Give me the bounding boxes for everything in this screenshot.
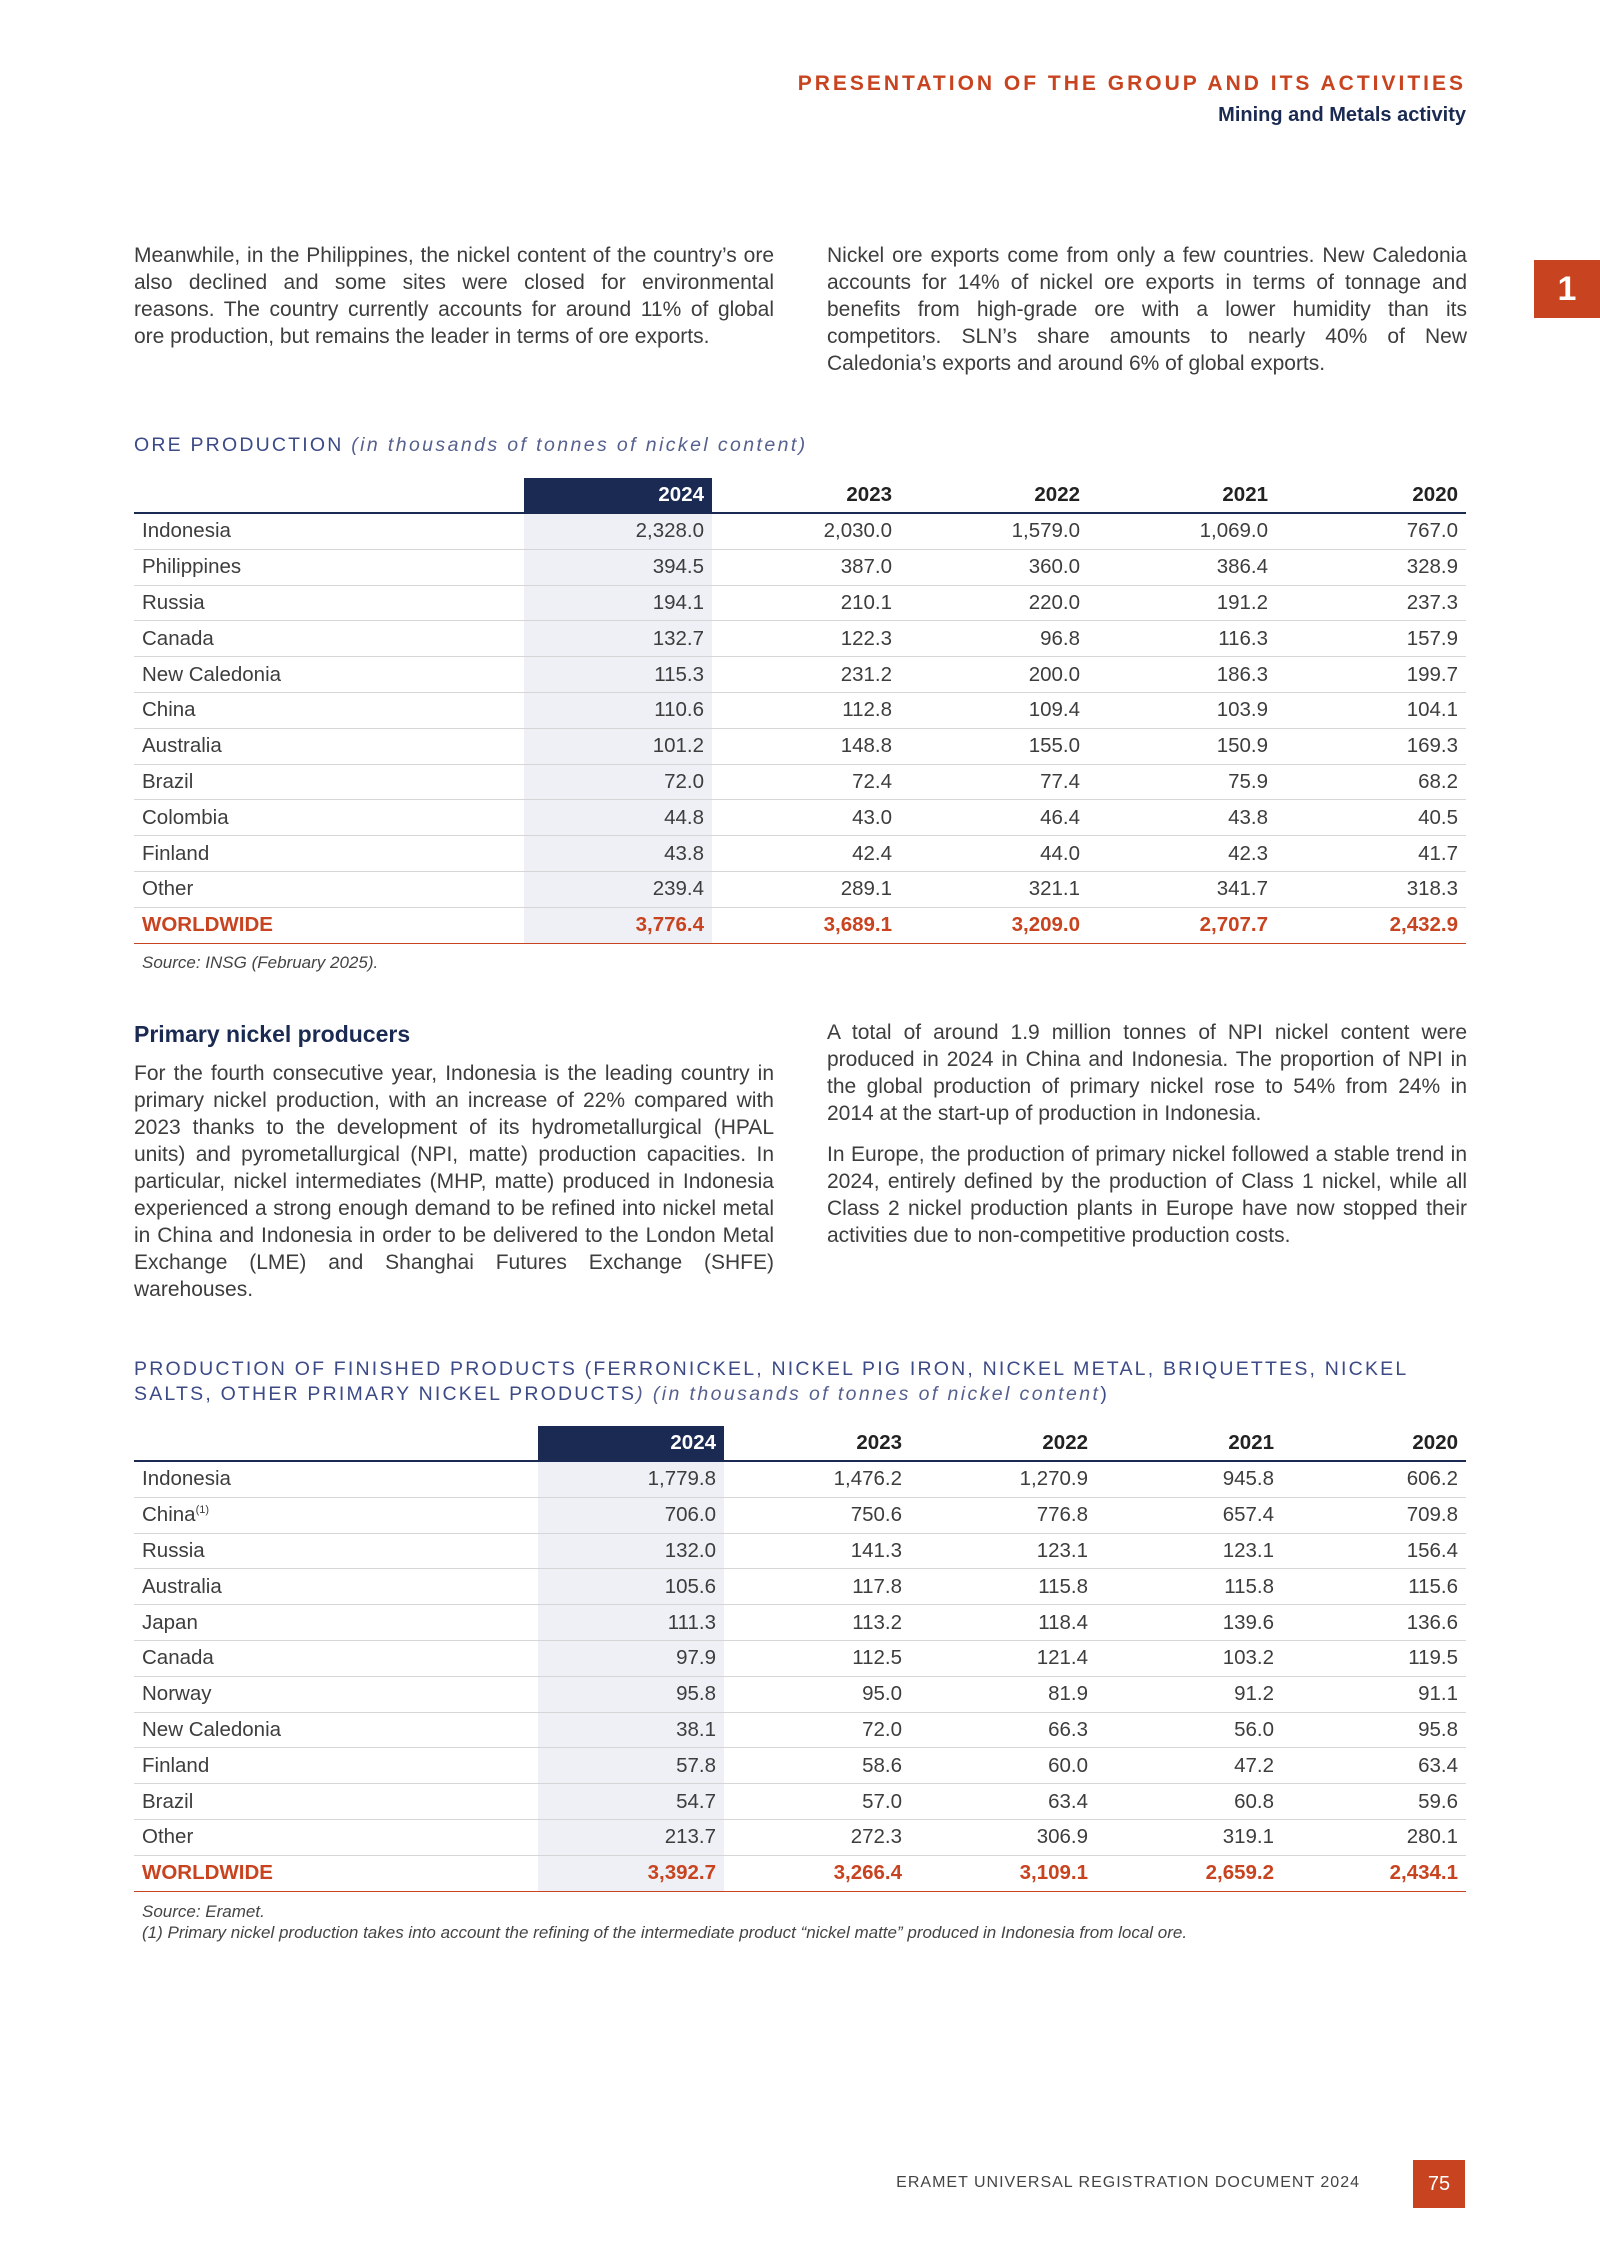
value-cell: 341.7	[1088, 871, 1276, 907]
country-name: China	[142, 1503, 196, 1527]
intro-right-paragraph: Nickel ore exports come from only a few countries. New Caledonia accounts for 14% of nickel ore exports in terms of tonnage and benefits from high-grade ore with a lower humidity than its competitors. SLN’s share amounts to nearly 40% of New Caledonia’s exports and around 6% of global exports.	[827, 244, 1467, 375]
value-cell: 220.0	[900, 585, 1088, 621]
value-cell: 306.9	[910, 1819, 1096, 1855]
table-row	[134, 764, 1466, 800]
value-cell: 210.1	[712, 585, 900, 621]
value-cell: 81.9	[910, 1676, 1096, 1712]
value-cell: 2,328.0	[524, 513, 712, 549]
value-cell: 200.0	[900, 657, 1088, 693]
value-cell: 776.8	[910, 1497, 1096, 1533]
value-cell: 44.8	[524, 800, 712, 836]
country-cell	[134, 1784, 538, 1820]
year-header: 2021	[1096, 1426, 1282, 1461]
ore-production-table	[134, 478, 1466, 944]
value-cell: 112.8	[712, 692, 900, 728]
value-cell: 59.6	[1282, 1784, 1466, 1820]
country-name: Philippines	[142, 555, 242, 579]
total-value-cell: 3,109.1	[910, 1855, 1096, 1891]
table-row	[134, 1676, 1466, 1712]
value-cell: 194.1	[524, 585, 712, 621]
finished-products-source: Source: Eramet.	[142, 1902, 265, 1921]
table-row	[134, 1819, 1466, 1855]
value-cell: 75.9	[1088, 764, 1276, 800]
country-name: Indonesia	[142, 519, 231, 543]
value-cell: 115.8	[910, 1569, 1096, 1605]
table-row	[134, 692, 1466, 728]
value-cell: 2,030.0	[712, 513, 900, 549]
total-label: WORLDWIDE	[134, 1855, 538, 1891]
value-cell: 56.0	[1096, 1712, 1282, 1748]
table-row	[134, 836, 1466, 872]
value-cell: 118.4	[910, 1605, 1096, 1641]
finished-products-title-close: )	[1100, 1383, 1110, 1405]
value-cell: 239.4	[524, 871, 712, 907]
value-cell: 750.6	[724, 1497, 910, 1533]
total-label: WORLDWIDE	[134, 907, 524, 943]
year-header: 2023	[724, 1426, 910, 1461]
primary-paragraph-1: For the fourth consecutive year, Indonesia is the leading country in primary nickel production, with an increase of 22% compared with 2023 thanks to the development of its hydrometallurgical (HPAL units) and pyrometallurgical (NPI, matte) production capacities. In particular, nickel intermediates (MHP, matte) produced in Indonesia experienced a strong enough demand to be refined into nickel metal in China and Indonesia in order to be delivered to the London Metal Exchange (LME) and Shanghai Futures Exchange (SHFE) warehouses.	[134, 1062, 774, 1301]
value-cell: 43.0	[712, 800, 900, 836]
total-value-cell: 2,707.7	[1088, 907, 1276, 943]
table-row	[134, 621, 1466, 657]
value-cell: 42.4	[712, 836, 900, 872]
value-cell: 58.6	[724, 1748, 910, 1784]
country-header	[134, 478, 524, 513]
value-cell: 63.4	[1282, 1748, 1466, 1784]
intro-right-column	[827, 242, 1467, 391]
table-row	[134, 1640, 1466, 1676]
value-cell: 97.9	[538, 1640, 724, 1676]
country-name: Other	[142, 1825, 194, 1849]
primary-producers-heading: Primary nickel producers	[134, 1021, 411, 1047]
table-row	[134, 1605, 1466, 1641]
year-header: 2022	[910, 1426, 1096, 1461]
value-cell: 77.4	[900, 764, 1088, 800]
table-row	[134, 1748, 1466, 1784]
value-cell: 186.3	[1088, 657, 1276, 693]
value-cell: 122.3	[712, 621, 900, 657]
value-cell: 328.9	[1276, 549, 1466, 585]
country-name: Canada	[142, 626, 214, 650]
value-cell: 113.2	[724, 1605, 910, 1641]
value-cell: 148.8	[712, 728, 900, 764]
table-row	[134, 585, 1466, 621]
country-cell	[134, 1748, 538, 1784]
value-cell: 109.4	[900, 692, 1088, 728]
value-cell: 72.0	[524, 764, 712, 800]
value-cell: 115.6	[1282, 1569, 1466, 1605]
country-cell	[134, 1461, 538, 1497]
country-name: Australia	[142, 1574, 222, 1598]
country-cell	[134, 657, 524, 693]
value-cell: 767.0	[1276, 513, 1466, 549]
value-cell: 387.0	[712, 549, 900, 585]
value-cell: 57.8	[538, 1748, 724, 1784]
table-row	[134, 1533, 1466, 1569]
value-cell: 105.6	[538, 1569, 724, 1605]
value-cell: 141.3	[724, 1533, 910, 1569]
ore-production-title-text: ORE PRODUCTION	[134, 434, 344, 456]
country-name: Russia	[142, 590, 205, 614]
value-cell: 1,476.2	[724, 1461, 910, 1497]
footnote-marker: (1)	[195, 1504, 210, 1517]
section-title: PRESENTATION OF THE GROUP AND ITS ACTIVITIES	[797, 72, 1466, 95]
primary-paragraph-3: In Europe, the production of primary nickel followed a stable trend in 2024, entirely defined by the production of Class 1 nickel, while all Class 2 nickel production plants in Europe have now stopped their activities due to non-competitive production costs.	[827, 1143, 1467, 1247]
total-value-cell: 3,776.4	[524, 907, 712, 943]
country-name: Other	[142, 877, 194, 901]
year-header: 2020	[1282, 1426, 1466, 1461]
value-cell: 199.7	[1276, 657, 1466, 693]
value-cell: 289.1	[712, 871, 900, 907]
country-cell	[134, 1676, 538, 1712]
value-cell: 213.7	[538, 1819, 724, 1855]
value-cell: 117.8	[724, 1569, 910, 1605]
value-cell: 116.3	[1088, 621, 1276, 657]
value-cell: 95.8	[1282, 1712, 1466, 1748]
value-cell: 95.0	[724, 1676, 910, 1712]
country-name: Finland	[142, 841, 210, 865]
value-cell: 169.3	[1276, 728, 1466, 764]
table-row	[134, 800, 1466, 836]
year-header: 2020	[1276, 478, 1466, 513]
country-cell	[134, 585, 524, 621]
value-cell: 112.5	[724, 1640, 910, 1676]
value-cell: 91.1	[1282, 1676, 1466, 1712]
value-cell: 47.2	[1096, 1748, 1282, 1784]
country-name: New Caledonia	[142, 662, 282, 686]
year-header: 2024	[524, 478, 712, 513]
value-cell: 103.9	[1088, 692, 1276, 728]
total-value-cell: 3,689.1	[712, 907, 900, 943]
table-row	[134, 513, 1466, 549]
value-cell: 54.7	[538, 1784, 724, 1820]
value-cell: 657.4	[1096, 1497, 1282, 1533]
value-cell: 72.4	[712, 764, 900, 800]
value-cell: 40.5	[1276, 800, 1466, 836]
country-cell	[134, 1605, 538, 1641]
table-header-row	[134, 478, 1466, 513]
value-cell: 103.2	[1096, 1640, 1282, 1676]
value-cell: 104.1	[1276, 692, 1466, 728]
value-cell: 394.5	[524, 549, 712, 585]
country-name: Indonesia	[142, 1467, 231, 1491]
value-cell: 709.8	[1282, 1497, 1466, 1533]
country-cell	[134, 1497, 538, 1533]
value-cell: 43.8	[524, 836, 712, 872]
country-cell	[134, 1533, 538, 1569]
table-row	[134, 1569, 1466, 1605]
value-cell: 272.3	[724, 1819, 910, 1855]
country-cell	[134, 800, 524, 836]
value-cell: 60.0	[910, 1748, 1096, 1784]
value-cell: 57.0	[724, 1784, 910, 1820]
table-row	[134, 657, 1466, 693]
value-cell: 46.4	[900, 800, 1088, 836]
table-row	[134, 728, 1466, 764]
ore-production-unit: (in thousands of tonnes of nickel content)	[351, 434, 808, 456]
country-name: Australia	[142, 734, 222, 758]
primary-paragraph-2: A total of around 1.9 million tonnes of NPI nickel content were produced in 2024 in China and Indonesia. The proportion of NPI in the global production of primary nickel rose to 54% from 24% in 2014 at the start-up of production in Indonesia.	[827, 1021, 1467, 1125]
total-row	[134, 907, 1466, 943]
country-cell	[134, 513, 524, 549]
value-cell: 91.2	[1096, 1676, 1282, 1712]
table-row	[134, 1712, 1466, 1748]
country-cell	[134, 764, 524, 800]
value-cell: 63.4	[910, 1784, 1096, 1820]
total-value-cell: 3,392.7	[538, 1855, 724, 1891]
value-cell: 119.5	[1282, 1640, 1466, 1676]
intro-left-paragraph: Meanwhile, in the Philippines, the nickel content of the country’s ore also declined and some sites were closed for environmental reasons. The country currently accounts for around 11% of global ore production, but remains the leader in terms of ore exports.	[134, 244, 774, 348]
value-cell: 68.2	[1276, 764, 1466, 800]
footer-document-title: ERAMET UNIVERSAL REGISTRATION DOCUMENT 2024	[896, 2174, 1360, 2191]
value-cell: 157.9	[1276, 621, 1466, 657]
country-cell	[134, 1569, 538, 1605]
value-cell: 111.3	[538, 1605, 724, 1641]
country-header	[134, 1426, 538, 1461]
value-cell: 41.7	[1276, 836, 1466, 872]
value-cell: 1,579.0	[900, 513, 1088, 549]
value-cell: 1,779.8	[538, 1461, 724, 1497]
table-row	[134, 1461, 1466, 1497]
value-cell: 139.6	[1096, 1605, 1282, 1641]
page-number: 75	[1413, 2160, 1465, 2208]
value-cell: 38.1	[538, 1712, 724, 1748]
table-row	[134, 871, 1466, 907]
table-row	[134, 549, 1466, 585]
total-value-cell: 2,434.1	[1282, 1855, 1466, 1891]
subsection-title: Mining and Metals activity	[1218, 104, 1466, 126]
value-cell: 231.2	[712, 657, 900, 693]
value-cell: 123.1	[1096, 1533, 1282, 1569]
country-name: Russia	[142, 1538, 205, 1562]
chapter-tab[interactable]: 1	[1534, 260, 1600, 318]
primary-right-column	[827, 1019, 1467, 1263]
value-cell: 43.8	[1088, 800, 1276, 836]
value-cell: 132.7	[524, 621, 712, 657]
value-cell: 155.0	[900, 728, 1088, 764]
country-cell	[134, 728, 524, 764]
table-row	[134, 1784, 1466, 1820]
value-cell: 44.0	[900, 836, 1088, 872]
intro-left-column	[134, 242, 774, 364]
value-cell: 132.0	[538, 1533, 724, 1569]
ore-production-title	[134, 433, 1470, 458]
table-row	[134, 1497, 1466, 1533]
finished-products-unit: ) (in thousands of tonnes of nickel content	[636, 1383, 1101, 1405]
country-cell	[134, 836, 524, 872]
country-cell	[134, 621, 524, 657]
value-cell: 96.8	[900, 621, 1088, 657]
value-cell: 1,270.9	[910, 1461, 1096, 1497]
total-value-cell: 3,266.4	[724, 1855, 910, 1891]
value-cell: 280.1	[1282, 1819, 1466, 1855]
value-cell: 237.3	[1276, 585, 1466, 621]
value-cell: 360.0	[900, 549, 1088, 585]
value-cell: 150.9	[1088, 728, 1276, 764]
value-cell: 66.3	[910, 1712, 1096, 1748]
country-name: Norway	[142, 1682, 212, 1706]
ore-production-source: Source: INSG (February 2025).	[142, 953, 379, 972]
year-header: 2023	[712, 478, 900, 513]
value-cell: 136.6	[1282, 1605, 1466, 1641]
value-cell: 123.1	[910, 1533, 1096, 1569]
table-header-row	[134, 1426, 1466, 1461]
country-name: Canada	[142, 1646, 214, 1670]
value-cell: 110.6	[524, 692, 712, 728]
total-value-cell: 2,432.9	[1276, 907, 1466, 943]
country-name: Japan	[142, 1610, 198, 1634]
total-value-cell: 3,209.0	[900, 907, 1088, 943]
finished-products-footnote: (1) Primary nickel production takes into account the refining of the intermediate product “nickel matte” produced in Indonesia from local ore.	[142, 1923, 1188, 1942]
value-cell: 945.8	[1096, 1461, 1282, 1497]
value-cell: 60.8	[1096, 1784, 1282, 1820]
value-cell: 95.8	[538, 1676, 724, 1712]
country-cell	[134, 1712, 538, 1748]
country-name: New Caledonia	[142, 1717, 282, 1741]
finished-products-title-text: PRODUCTION OF FINISHED PRODUCTS (FERRONICKEL, NICKEL PIG IRON, NICKEL METAL, BRIQUETTES, NICKEL SALTS, OTHER PRIMARY NICKEL PRODUCTS	[134, 1358, 1408, 1405]
total-value-cell: 2,659.2	[1096, 1855, 1282, 1891]
value-cell: 42.3	[1088, 836, 1276, 872]
value-cell: 121.4	[910, 1640, 1096, 1676]
value-cell: 1,069.0	[1088, 513, 1276, 549]
value-cell: 386.4	[1088, 549, 1276, 585]
finished-products-title	[134, 1357, 1470, 1407]
year-header: 2022	[900, 478, 1088, 513]
value-cell: 706.0	[538, 1497, 724, 1533]
value-cell: 606.2	[1282, 1461, 1466, 1497]
country-cell	[134, 692, 524, 728]
country-name: Colombia	[142, 805, 229, 829]
finished-products-table	[134, 1426, 1466, 1892]
country-cell	[134, 549, 524, 585]
value-cell: 319.1	[1096, 1819, 1282, 1855]
value-cell: 101.2	[524, 728, 712, 764]
value-cell: 72.0	[724, 1712, 910, 1748]
value-cell: 321.1	[900, 871, 1088, 907]
year-header: 2021	[1088, 478, 1276, 513]
total-row	[134, 1855, 1466, 1891]
country-cell	[134, 1819, 538, 1855]
value-cell: 191.2	[1088, 585, 1276, 621]
country-name: Brazil	[142, 1789, 194, 1813]
country-name: Brazil	[142, 769, 194, 793]
value-cell: 115.3	[524, 657, 712, 693]
value-cell: 156.4	[1282, 1533, 1466, 1569]
primary-left-column	[134, 1021, 774, 1317]
country-cell	[134, 1640, 538, 1676]
year-header: 2024	[538, 1426, 724, 1461]
country-cell	[134, 871, 524, 907]
value-cell: 115.8	[1096, 1569, 1282, 1605]
value-cell: 318.3	[1276, 871, 1466, 907]
country-name: China	[142, 698, 196, 722]
country-name: Finland	[142, 1753, 210, 1777]
